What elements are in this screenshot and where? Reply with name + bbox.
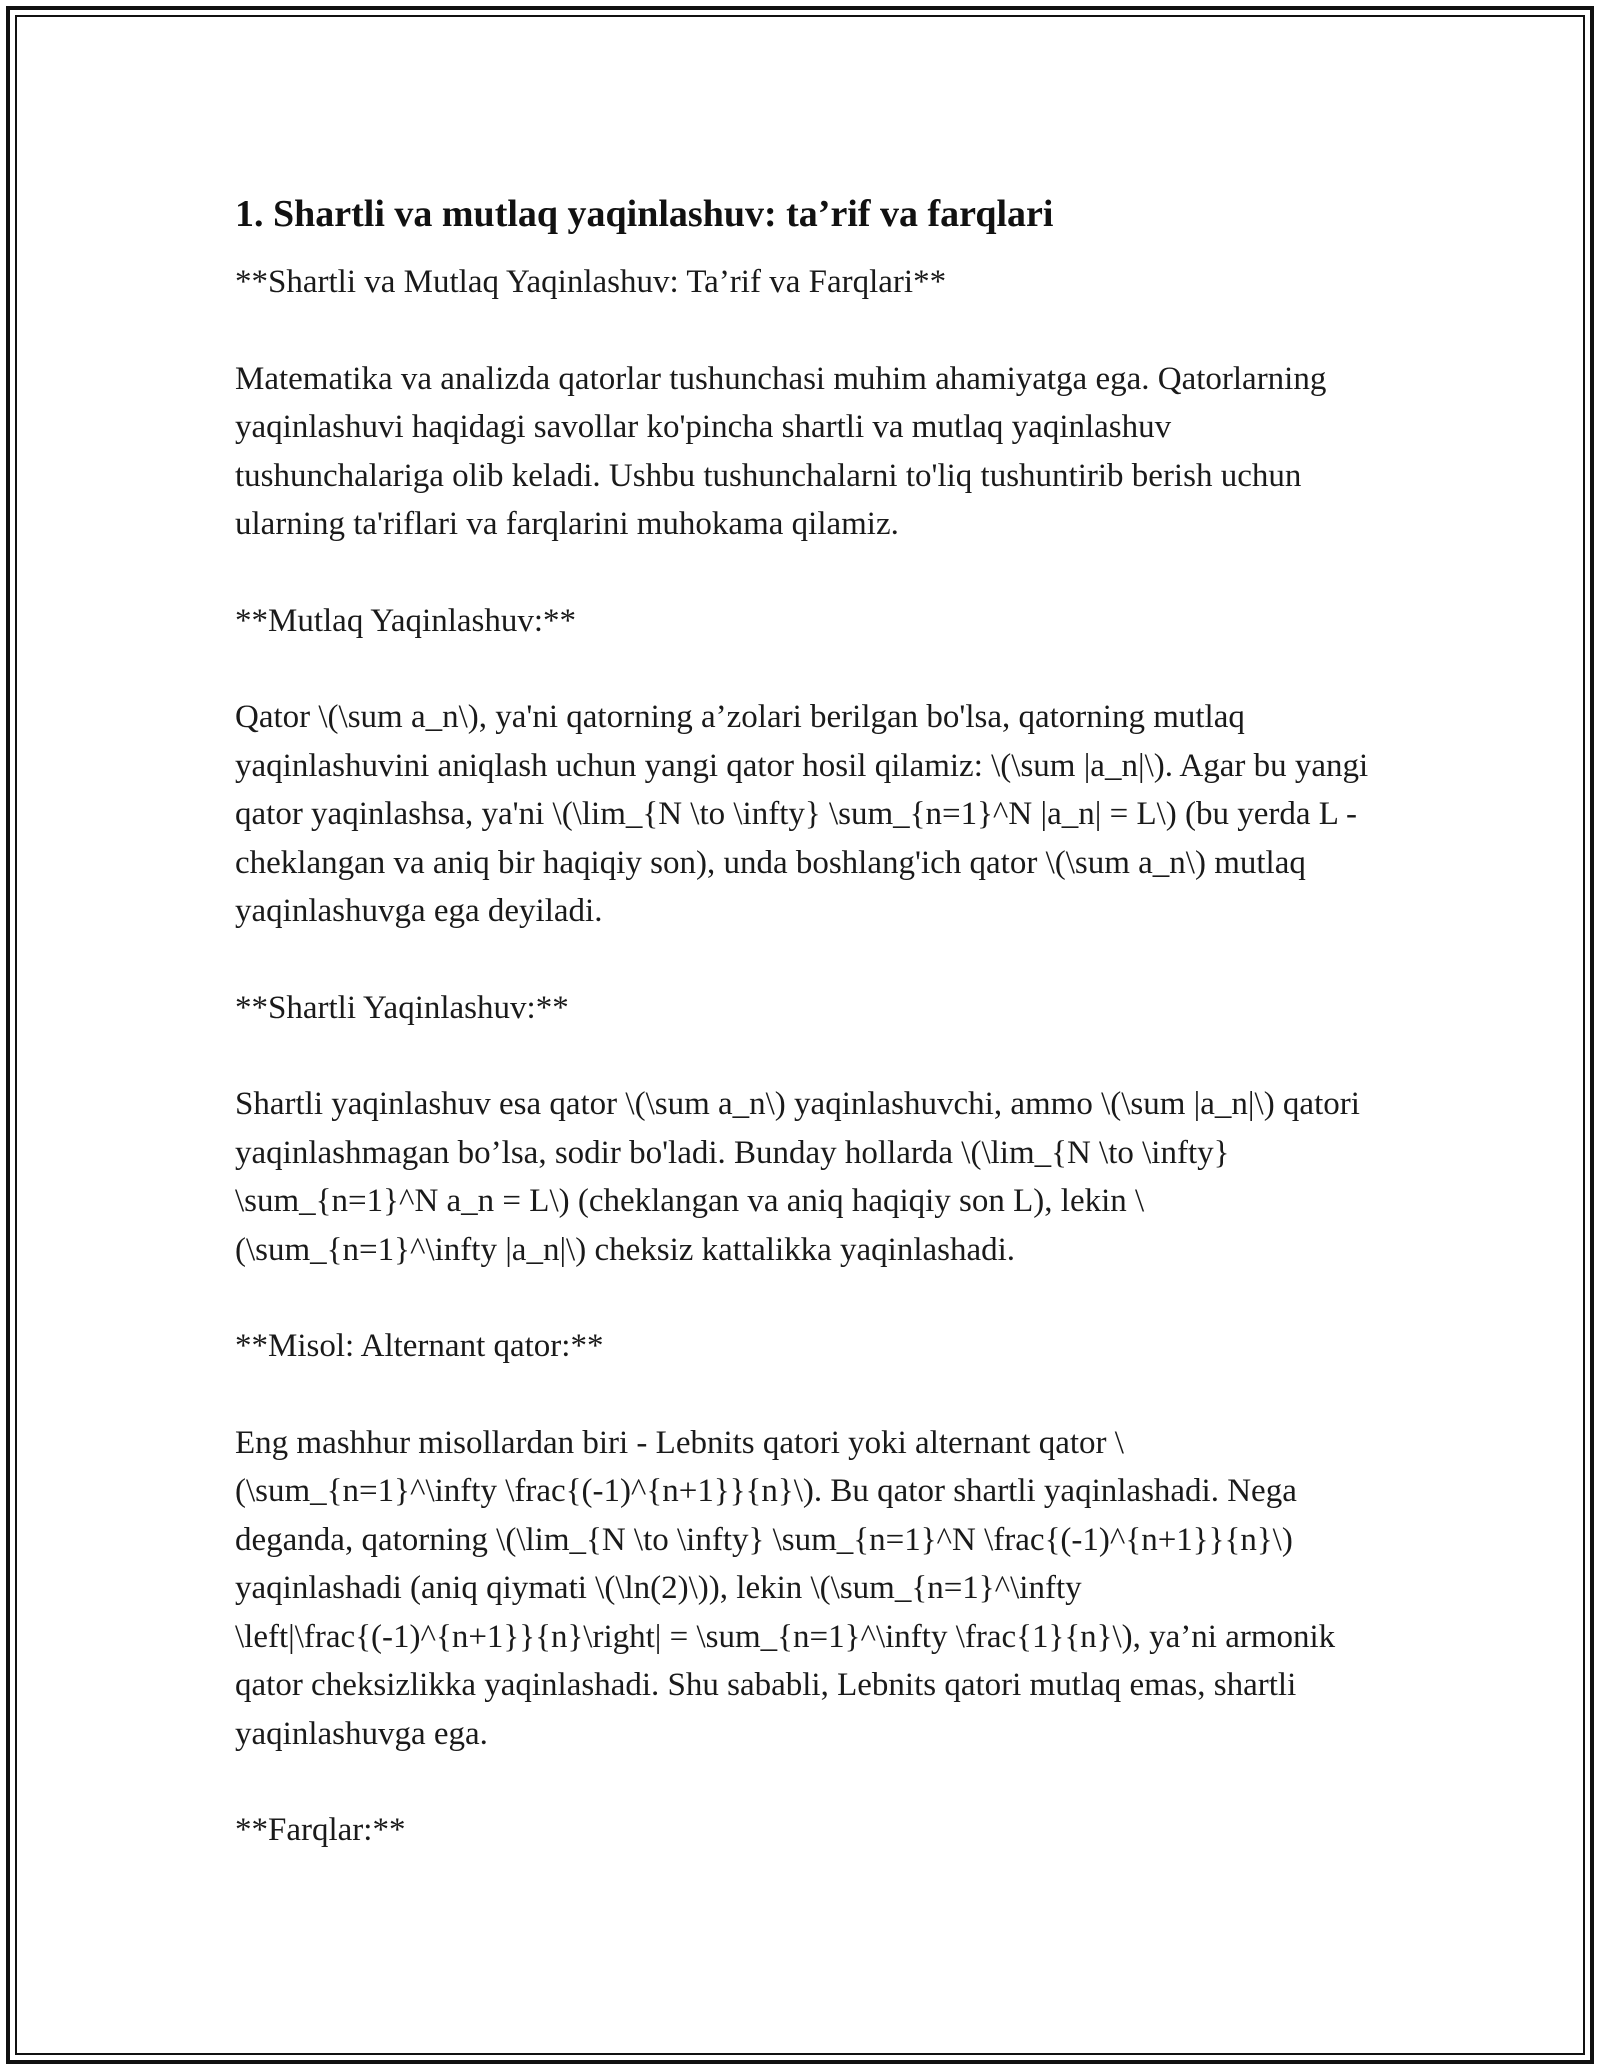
example-heading: **Misol: Alternant qator:**	[235, 1328, 604, 1364]
conditional-convergence-heading: **Shartli Yaqinlashuv:**	[235, 989, 569, 1026]
absolute-convergence-paragraph: Qator \(\sum a_n\), ya'ni qatorning a’zolari berilgan bo'lsa, qatorning mutlaq yaqinlashuvini aniqlash uchun yangi qator hosil qilamiz: \(\sum |a_n|\). Agar bu yangi qator yaqinlashsa, ya'ni \(\lim_{N \to \infty} \sum_{n=1}^N |a_n| = L\) (bu yerda L - cheklangan va aniq bir haqiqiy son), unda boshlang'ich qator \(\sum a_n\) mutlaq yaqinlashuvga ega deyiladi.	[235, 699, 1369, 929]
section-heading: **Shartli va Mutlaq Yaqinlashuv: Ta’rif va Farqlari**	[235, 264, 947, 300]
document-title: 1. Shartli va mutlaq yaqinlashuv: ta’rif va farqlari	[235, 193, 1054, 235]
differences-heading: **Farqlar:**	[235, 1812, 406, 1848]
document-body	[235, 188, 1370, 1903]
absolute-convergence-heading: **Mutlaq Yaqinlashuv:**	[235, 602, 577, 639]
example-paragraph: Eng mashhur misollardan biri - Lebnits qatori yoki alternant qator \(\sum_{n=1}^\infty \frac{(-1)^{n+1}}{n}\). Bu qator shartli yaqinlashadi. Nega deganda, qatorning \(\lim_{N \to \infty} \sum_{n=1}^N \frac{(-1)^{n+1}}{n}\) yaqinlashadi (aniq qiymati \(\ln(2)\)), lekin \(\sum_{n=1}^\infty \left|\frac{(-1)^{n+1}}{n}\right| = \sum_{n=1}^\infty \frac{1}{n}\), ya’ni armonik qator cheksizlikka yaqinlashadi. Shu sababli, Lebnits qatori mutlaq emas, shartli yaqinlashuvga ega.	[235, 1424, 1336, 1752]
intro-paragraph: Matematika va analizda qatorlar tushunchasi muhim ahamiyatga ega. Qatorlarning yaqinlashuvi haqidagi savollar ko'pincha shartli va mutlaq yaqinlashuv tushunchalariga olib keladi. Ushbu tushunchalarni to'liq tushuntirib berish uchun ularning ta'riflari va farqlarini muhokama qilamiz.	[235, 360, 1327, 542]
conditional-convergence-paragraph: Shartli yaqinlashuv esa qator \(\sum a_n\) yaqinlashuvchi, ammo \(\sum |a_n|\) qatori yaqinlashmagan bo’lsa, sodir bo'ladi. Bunday hollarda \(\lim_{N \to \infty} \sum_{n=1}^N a_n = L\) (cheklangan va aniq haqiqiy son L), lekin \(\sum_{n=1}^\infty |a_n|\) cheksiz kattalikka yaqinlashadi.	[235, 1086, 1360, 1268]
